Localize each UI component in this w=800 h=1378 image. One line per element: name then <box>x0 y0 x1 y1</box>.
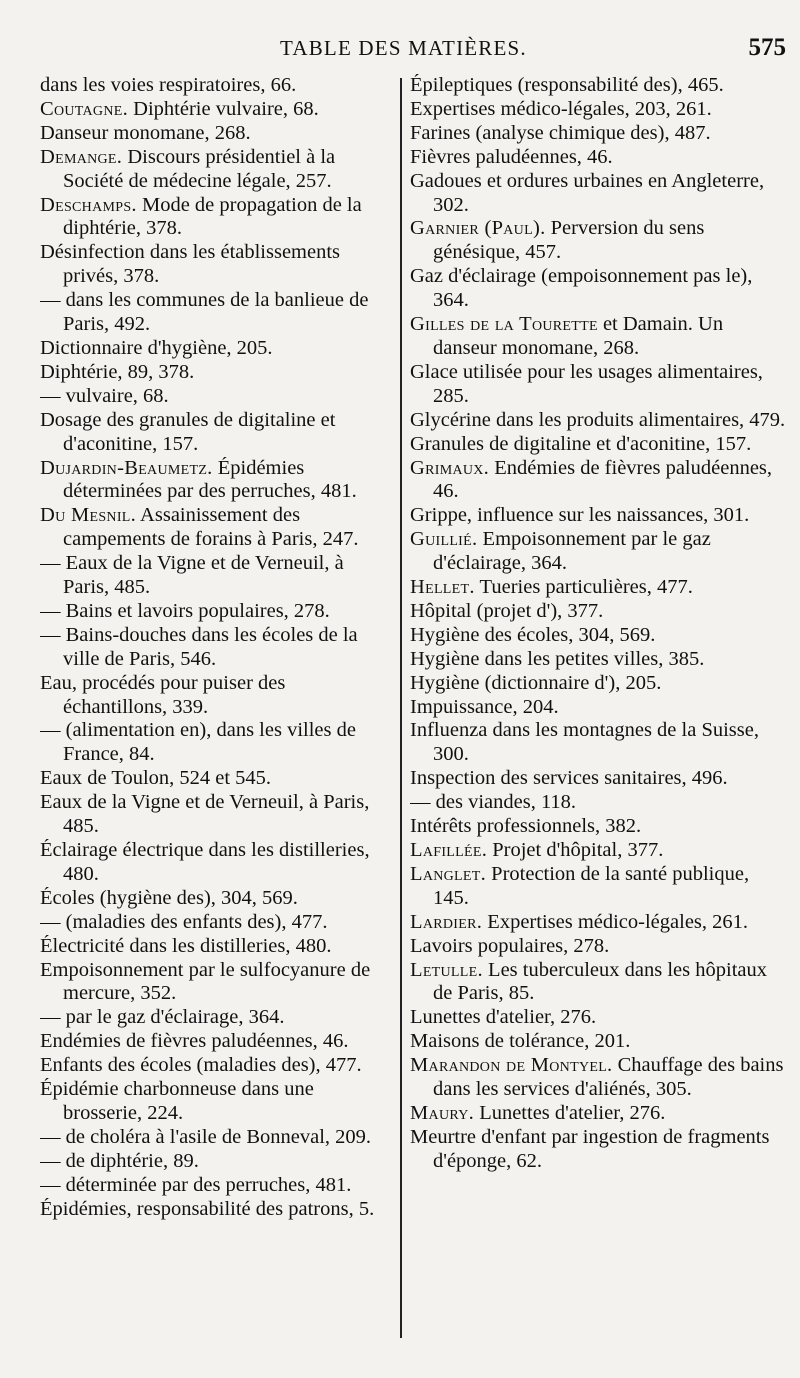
entry-text: Assainissement des campements de forains à Paris, 247. <box>63 504 359 551</box>
entry-text: Dictionnaire d'hygiène, 205. <box>40 336 273 359</box>
index-entry <box>40 1150 394 1174</box>
index-entry <box>40 1006 394 1030</box>
index-entry <box>410 648 788 672</box>
index-entry <box>410 791 788 815</box>
entry-text: — (maladies des enfants des), 477. <box>40 910 328 933</box>
entry-text: Lunettes d'atelier, 276. <box>410 1006 597 1029</box>
entry-text: Expertises médico-légales, 261. <box>482 910 749 933</box>
entry-author: Demange. <box>40 145 123 168</box>
entry-text: Épidémie charbonneuse dans une brosserie, 224. <box>40 1078 314 1124</box>
entry-text: Expertises médico-légales, 203, 261. <box>410 97 712 120</box>
index-entry <box>40 1030 394 1054</box>
index-entry <box>410 767 788 791</box>
entry-text: Danseur monomane, 268. <box>40 121 251 144</box>
index-entry <box>40 409 394 457</box>
index-entry <box>410 74 788 98</box>
index-entry <box>410 98 788 122</box>
index-entry <box>410 576 788 600</box>
entry-text: Hygiène (dictionnaire d'), 205. <box>410 671 662 694</box>
index-entry <box>40 194 394 242</box>
page-header <box>0 30 800 70</box>
entry-text: dans les voies respiratoires, 66. <box>40 74 297 96</box>
entry-text: Discours présidentiel à la Société de médecine légale, 257. <box>63 145 336 192</box>
index-entry <box>40 146 394 194</box>
index-entry <box>40 719 394 767</box>
index-entry <box>410 1054 788 1102</box>
entry-text: Intérêts professionnels, 382. <box>410 815 642 838</box>
index-entry <box>410 122 788 146</box>
entry-text: Fièvres paludéennes, 46. <box>410 145 613 168</box>
entry-text: — Bains et lavoirs populaires, 278. <box>40 599 330 622</box>
index-entry <box>40 241 394 289</box>
entry-text: — déterminée par des perruches, 481. <box>40 1173 352 1196</box>
entry-author: Langlet. <box>410 862 487 885</box>
entry-text: Lunettes d'atelier, 276. <box>474 1101 666 1124</box>
entry-text: Tueries particulières, 477. <box>474 576 693 599</box>
index-entry <box>410 504 788 528</box>
index-entry <box>410 409 788 433</box>
column-divider <box>400 78 402 1338</box>
index-entry <box>410 719 788 767</box>
index-entry <box>40 385 394 409</box>
index-entry <box>410 600 788 624</box>
index-entry <box>40 337 394 361</box>
entry-text: Diphtérie vulvaire, 68. <box>128 97 319 120</box>
entry-author: Du Mesnil. <box>40 504 137 527</box>
entry-text: Désinfection dans les établissements privés, 378. <box>40 241 341 288</box>
index-entry <box>40 289 394 337</box>
index-entry <box>40 361 394 385</box>
index-entry <box>410 1102 788 1126</box>
entry-author: Dujardin-Beaumetz. <box>40 456 213 479</box>
index-entry <box>40 935 394 959</box>
index-entry <box>40 791 394 839</box>
index-entry <box>410 624 788 648</box>
entry-text: Les tuberculeux dans les hôpitaux de Paris, 85. <box>433 958 767 1005</box>
entry-text: Épidémies déterminées par des perruches, 481. <box>63 456 357 503</box>
entry-text: Meurtre d'enfant par ingestion de fragments d'éponge, 62. <box>410 1125 770 1172</box>
entry-text: Endémies de fièvres paludéennes, 46. <box>433 456 773 503</box>
index-entry <box>40 672 394 720</box>
entry-author: Hellet. <box>410 576 475 599</box>
entry-text: Glace utilisée pour les usages alimentaires, 285. <box>410 360 763 407</box>
entry-text: Granules de digitaline et d'aconitine, 157. <box>410 432 752 455</box>
entry-text: Endémies de fièvres paludéennes, 46. <box>40 1030 349 1053</box>
index-entry <box>40 98 394 122</box>
index-entry <box>410 528 788 576</box>
entry-text: Eaux de la Vigne et de Verneuil, à Paris, 485. <box>40 791 370 838</box>
entry-text: Chauffage des bains dans les services d'aliénés, 305. <box>433 1054 784 1101</box>
entry-text: — de choléra à l'asile de Bonneval, 209. <box>40 1125 372 1148</box>
entry-text: Eaux de Toulon, 524 et 545. <box>40 767 272 790</box>
entry-text: Protection de la santé publique, 145. <box>433 862 750 909</box>
index-entry <box>410 959 788 1007</box>
index-column-left <box>40 74 394 1222</box>
entry-author: Maury. <box>410 1101 475 1124</box>
entry-text: Épileptiques (responsabilité des), 465. <box>410 74 724 96</box>
entry-text: Inspection des services sanitaires, 496. <box>410 767 728 790</box>
index-column-right <box>410 74 788 1174</box>
index-entry <box>410 863 788 911</box>
index-entry <box>40 887 394 911</box>
entry-author: Lafillée. <box>410 839 488 861</box>
index-entry <box>40 74 394 98</box>
entry-text: Empoisonnement par le sulfocyanure de mercure, 352. <box>40 958 371 1005</box>
index-entry <box>40 1126 394 1150</box>
index-entry <box>40 504 394 552</box>
entry-text: Gaz d'éclairage (empoisonnement pas le), 364. <box>410 265 753 312</box>
index-entry <box>40 959 394 1007</box>
entry-text: Dosage des granules de digitaline et d'aconitine, 157. <box>40 408 336 455</box>
entry-text: Grippe, influence sur les naissances, 301. <box>410 504 750 527</box>
entry-author: Grimaux. <box>410 456 490 479</box>
entry-text: Mode de propagation de la diphtérie, 378. <box>63 193 362 240</box>
index-entry <box>410 696 788 720</box>
index-entry <box>40 624 394 672</box>
entry-text: Projet d'hôpital, 377. <box>487 839 664 861</box>
entry-text: Glycérine dans les produits alimentaires, 479. <box>410 408 786 431</box>
entry-text: et Damain. Un danseur monomane, 268. <box>433 313 724 359</box>
index-entry <box>410 1006 788 1030</box>
entry-text: Eau, procédés pour puiser des échantillons, 339. <box>40 671 286 718</box>
index-entry <box>40 911 394 935</box>
entry-text: — dans les communes de la banlieue de Paris, 492. <box>40 289 369 336</box>
entry-text: Influenza dans les montagnes de la Suisse, 300. <box>410 719 759 766</box>
entry-author: Guillié. <box>410 528 478 551</box>
entry-text: — Bains-douches dans les écoles de la ville de Paris, 546. <box>40 623 358 670</box>
entry-author: Garnier (Paul). <box>410 217 546 240</box>
entry-text: Impuissance, 204. <box>410 695 559 718</box>
entry-text: Écoles (hygiène des), 304, 569. <box>40 886 298 909</box>
index-entry <box>40 1174 394 1198</box>
index-entry <box>40 552 394 600</box>
index-entry <box>410 911 788 935</box>
index-entry <box>40 1054 394 1078</box>
index-entry <box>40 1078 394 1126</box>
entry-text: — par le gaz d'éclairage, 364. <box>40 1006 285 1029</box>
index-entry <box>410 839 788 863</box>
index-entry <box>40 122 394 146</box>
entry-text: Épidémies, responsabilité des patrons, 5. <box>40 1197 375 1220</box>
entry-text: Perversion du sens génésique, 457. <box>433 217 705 264</box>
page-number: 575 <box>748 34 786 61</box>
entry-text: — des viandes, 118. <box>410 791 577 814</box>
entry-text: — vulvaire, 68. <box>40 384 169 407</box>
entry-text: Lavoirs populaires, 278. <box>410 934 610 957</box>
index-entry <box>410 313 788 361</box>
index-entry <box>410 361 788 409</box>
index-entry <box>40 767 394 791</box>
entry-author: Deschamps. <box>40 193 137 216</box>
index-entry <box>40 839 394 887</box>
entry-text: Hygiène dans les petites villes, 385. <box>410 647 705 670</box>
index-entry <box>410 1030 788 1054</box>
index-entry <box>410 170 788 218</box>
index-entry <box>410 217 788 265</box>
entry-author: Marandon de Montyel. <box>410 1054 613 1077</box>
entry-text: Électricité dans les distilleries, 480. <box>40 934 332 957</box>
index-entry <box>410 433 788 457</box>
index-entry <box>410 146 788 170</box>
index-entry <box>410 265 788 313</box>
entry-author: Lardier. <box>410 910 483 933</box>
index-entry <box>40 1198 394 1222</box>
entry-text: Diphtérie, 89, 378. <box>40 360 195 383</box>
entry-author: Gilles de la Tourette <box>410 313 598 336</box>
index-entry <box>40 457 394 505</box>
entry-text: Éclairage électrique dans les distilleries, 480. <box>40 839 370 885</box>
entry-text: — (alimentation en), dans les villes de France, 84. <box>40 719 356 766</box>
entry-text: — de diphtérie, 89. <box>40 1149 199 1172</box>
index-entry <box>410 672 788 696</box>
entry-author: Letulle. <box>410 958 483 981</box>
entry-text: Maisons de tolérance, 201. <box>410 1030 631 1053</box>
index-entry <box>410 457 788 505</box>
entry-text: Gadoues et ordures urbaines en Angleterre, 302. <box>410 169 765 216</box>
entry-text: Farines (analyse chimique des), 487. <box>410 121 711 144</box>
entry-author: Coutagne. <box>40 97 129 120</box>
entry-text: Enfants des écoles (maladies des), 477. <box>40 1054 362 1077</box>
index-entry <box>410 1126 788 1174</box>
index-entry <box>410 815 788 839</box>
index-entry <box>40 600 394 624</box>
entry-text: Empoisonnement par le gaz d'éclairage, 364. <box>433 528 711 575</box>
entry-text: Hygiène des écoles, 304, 569. <box>410 623 656 646</box>
running-title: TABLE DES MATIÈRES. <box>280 36 527 60</box>
entry-text: — Eaux de la Vigne et de Verneuil, à Paris, 485. <box>40 552 344 599</box>
index-entry <box>410 935 788 959</box>
entry-text: Hôpital (projet d'), 377. <box>410 599 604 622</box>
